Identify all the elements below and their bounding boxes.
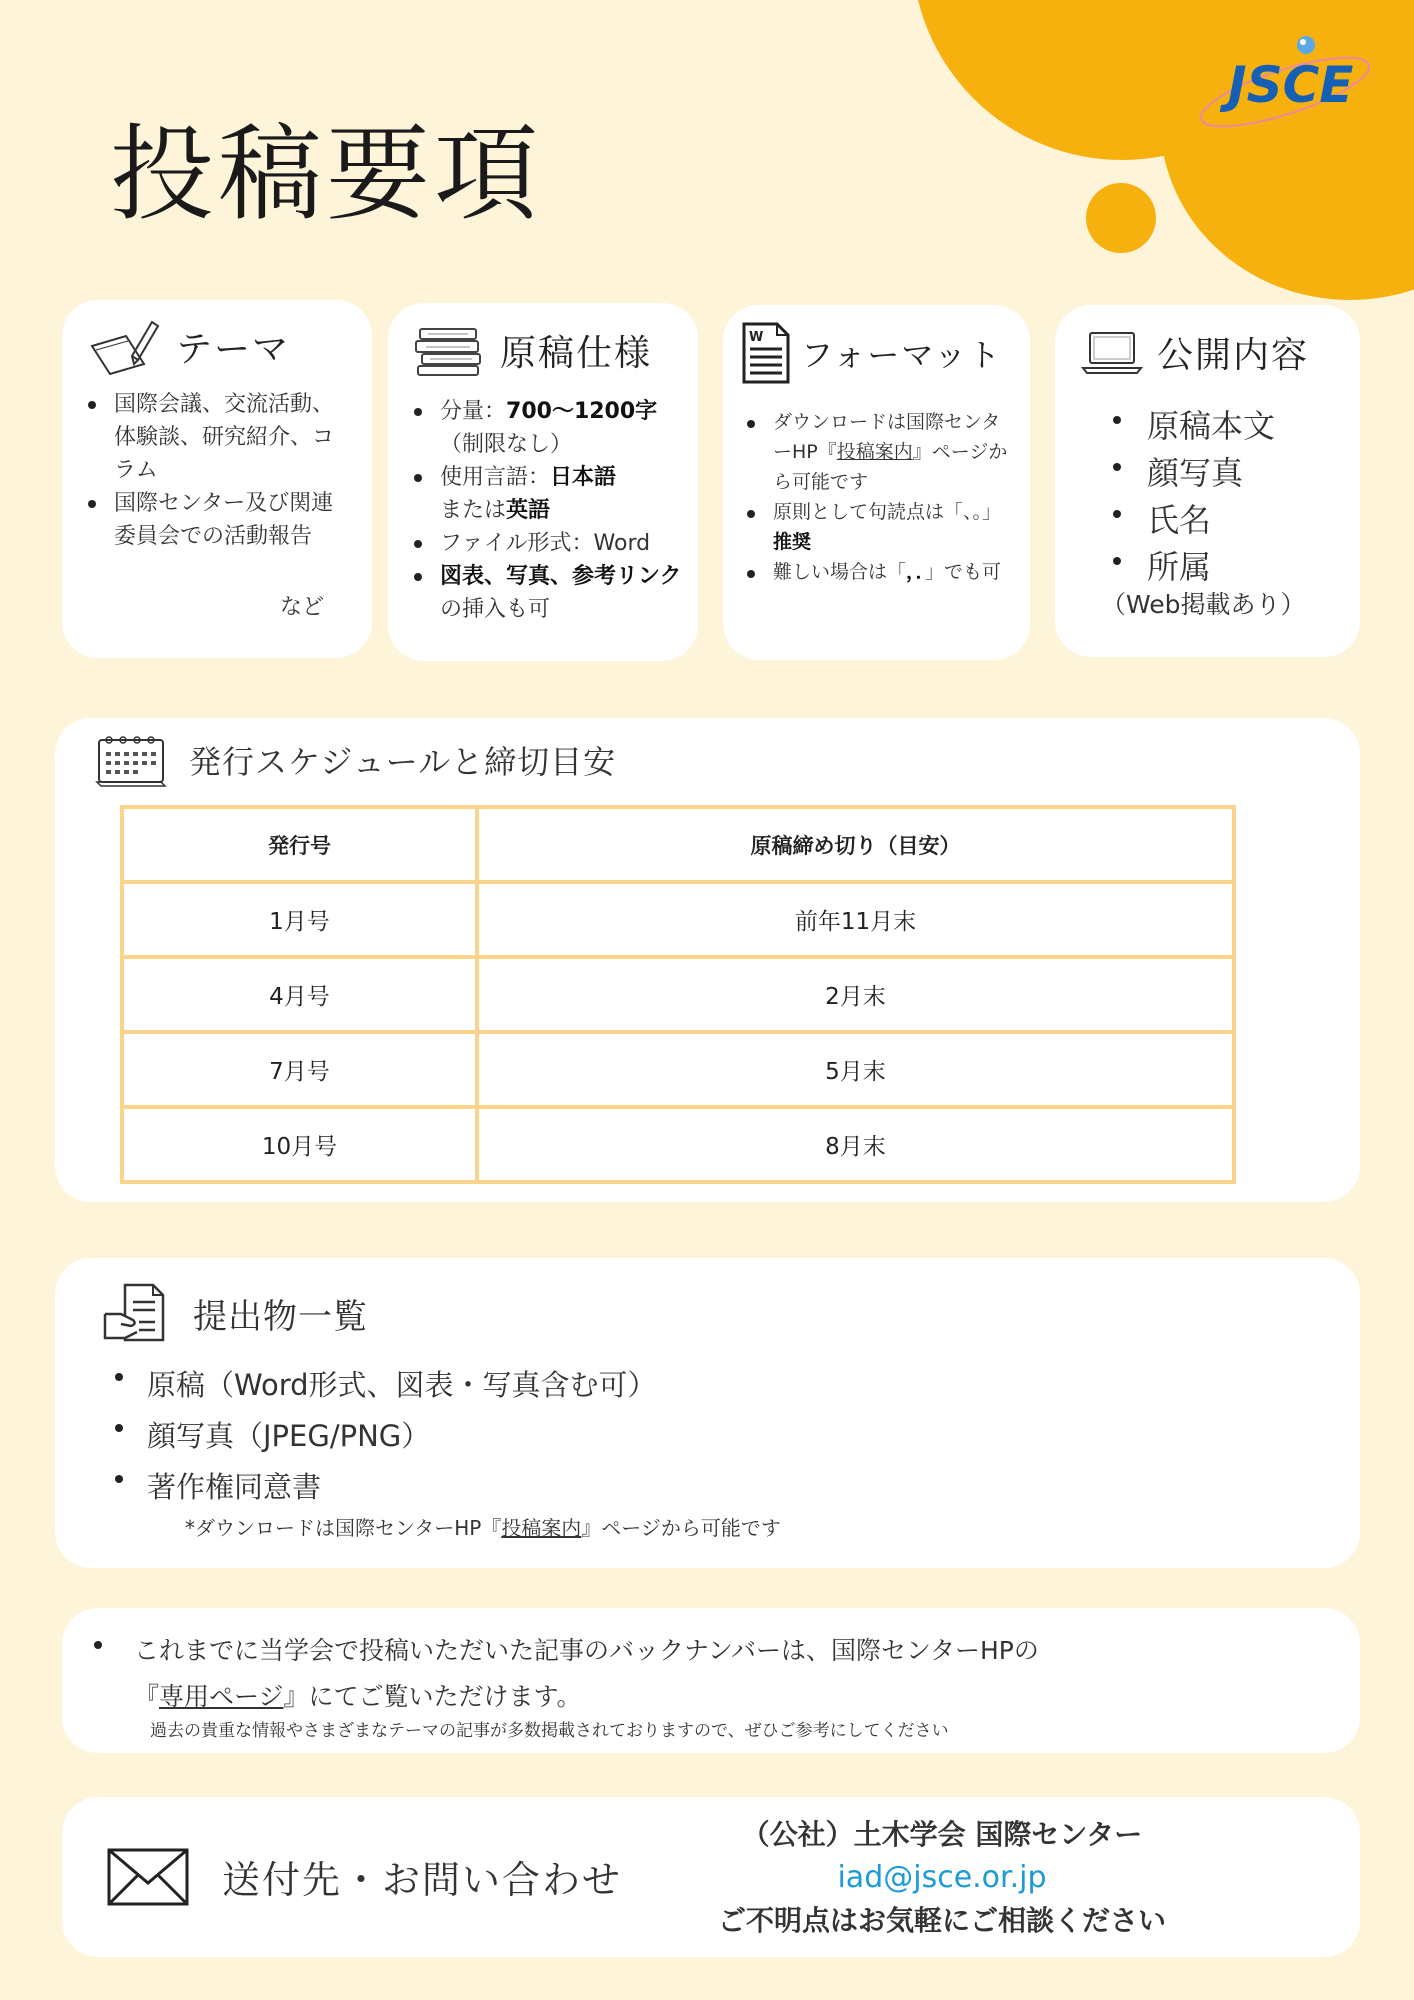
list-item: 原稿本文 [1111,403,1331,450]
decorative-circle [1086,183,1156,253]
list-item: ファイル形式：Word [412,527,684,560]
backnumber-card [62,1608,1360,1753]
backnumber-note: 過去の貴重な情報やさまざまなテーマの記事が多数掲載されておりますので、ぜひご参考にしてください [150,1721,949,1741]
submission-heading: 提出物一覧 [193,1296,368,1337]
page-title: 投稿要項 [110,113,543,235]
list-item: 難しい場合は「，．」でも可 [745,557,1013,587]
format-heading: フォーマット [801,336,1003,374]
submission-list [113,1360,1013,1513]
list-item: 国際会議、交流活動、体験談、研究紹介、コラム [86,388,346,487]
list-item: これまでに当学会で投稿いただいた記事のバックナンバーは、国際センターHPの 『専用ページ』にてご覧いただけます。 [92,1628,1322,1720]
table-cell: 5月末 [477,1032,1234,1107]
list-item: 氏名 [1111,497,1331,544]
books-icon [414,323,486,377]
schedule-card [55,718,1360,1202]
schedule-heading: 発行スケジュールと締切目安 [189,743,617,781]
contact-note: ご不明点はお気軽にご相談ください [717,1904,1166,1937]
table-row [122,1032,1234,1107]
table-cell: 8月末 [477,1107,1234,1182]
list-item: 分量：700〜1200字 （制限なし） [412,395,684,461]
spec-card [388,303,698,661]
publish-card [1055,305,1360,657]
calendar-icon [93,732,169,788]
pen-paper-icon [86,316,162,376]
list-item: 原則として句読点は「、。」推奨 [745,497,1013,557]
list-item: 顔写真 [1111,450,1331,497]
table-cell: 4月号 [122,957,477,1032]
format-card [723,305,1030,660]
spec-heading: 原稿仕様 [500,332,653,374]
contact-heading: 送付先・お問い合わせ [222,1858,623,1902]
theme-card [62,300,372,658]
contact-email[interactable]: iad@jsce.or.jp [837,1860,1047,1895]
guide-link[interactable]: 投稿案内 [836,441,913,463]
list-item: 著作権同意書 [113,1462,1013,1513]
backnumber-list [92,1628,1322,1720]
contact-org: （公社）土木学会 国際センター [741,1818,1143,1851]
publish-list [1111,403,1331,591]
table-cell: 1月号 [122,882,477,957]
document-hand-icon [103,1282,167,1344]
table-row [122,957,1234,1032]
list-item: 顔写真（JPEG/PNG） [113,1411,1013,1462]
laptop-icon [1081,330,1143,376]
envelope-icon [106,1847,190,1907]
contact-card [62,1797,1360,1957]
table-cell: 前年11月末 [477,882,1234,957]
list-item: 所属 [1111,544,1331,591]
schedule-table [120,805,1236,1184]
submission-card [55,1258,1360,1568]
svg-text:W: W [749,330,764,345]
table-cell: 10月号 [122,1107,477,1182]
format-list [745,407,1013,587]
list-item: ダウンロードは国際センターHP『投稿案内』ページから可能です [745,407,1013,497]
list-item: 国際センター及び関連委員会での活動報告 [86,487,346,553]
theme-etc: など [280,595,325,620]
guide-link[interactable]: 投稿案内 [501,1516,582,1540]
column-header: 発行号 [122,807,477,882]
table-cell: 7月号 [122,1032,477,1107]
spec-list [412,395,684,626]
svg-text:JSCE: JSCE [1228,56,1354,114]
table-header-row [122,807,1234,882]
table-row [122,882,1234,957]
column-header: 原稿締め切り（目安） [477,807,1234,882]
theme-heading: テーマ [176,328,291,370]
table-cell: 2月末 [477,957,1234,1032]
backnumber-page-link[interactable]: 専用ページ [159,1682,284,1711]
list-item: 原稿（Word形式、図表・写真含む可） [113,1360,1013,1411]
publish-heading: 公開内容 [1157,335,1310,376]
theme-list [86,388,346,553]
list-item: 使用言語：日本語 または英語 [412,461,684,527]
list-item: 図表、写真、参考リンクの挿入も可 [412,560,684,626]
jsce-logo [1190,30,1380,140]
word-document-icon [741,321,791,385]
publish-note: （Web掲載あり） [1101,590,1306,619]
table-row [122,1107,1234,1182]
submission-note: *ダウンロードは国際センターHP『投稿案内』ページから可能です [185,1516,781,1540]
